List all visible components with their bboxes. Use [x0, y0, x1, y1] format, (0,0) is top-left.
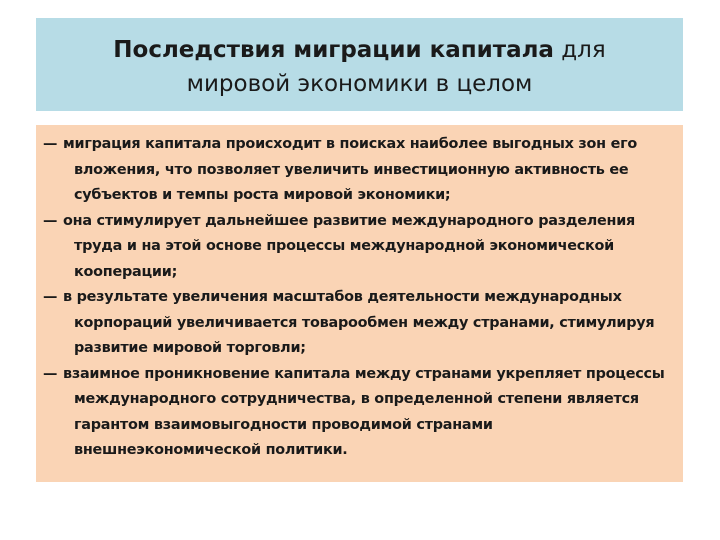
bullet-dash: — [43, 212, 58, 229]
bullet-item [40, 209, 677, 286]
bullet-dash: — [43, 365, 58, 382]
slide-title-line-2: мировой экономики в целом [186, 71, 533, 97]
bullet-text: в результате увеличения масштабов деятельности международных корпораций увеличивается товарообмен между странами, стимулируя развитие мировой торговли; [63, 289, 655, 356]
slide-title-rest: для [553, 37, 606, 63]
bullet-dash: — [43, 289, 58, 305]
bullet-item [40, 132, 677, 209]
bullet-dash: — [43, 136, 58, 152]
bullet-list [40, 132, 677, 464]
bullet-text: миграция капитала происходит в поисках наиболее выгодных зон его вложения, что позволяет увеличить инвестиционную активность ее субъектов и темпы роста мировой экономики; [63, 136, 637, 203]
bullet-item [40, 362, 677, 464]
slide-content-box [36, 125, 683, 482]
slide-title-line-1 [36, 33, 683, 67]
bullet-text: взаимное проникновение капитала между странами укрепляет процессы международного сотрудничества, в определенной степени является гарантом взаимовыгодности проводимой странами внешнеэкономической политики. [63, 365, 665, 458]
slide-title-box [36, 18, 683, 111]
bullet-text: она стимулирует дальнейшее развитие международного разделения труда и на этой основе процессы международной экономической кооперации; [63, 212, 636, 280]
bullet-item [40, 285, 677, 362]
slide-title-bold: Последствия миграции капитала [113, 37, 554, 63]
